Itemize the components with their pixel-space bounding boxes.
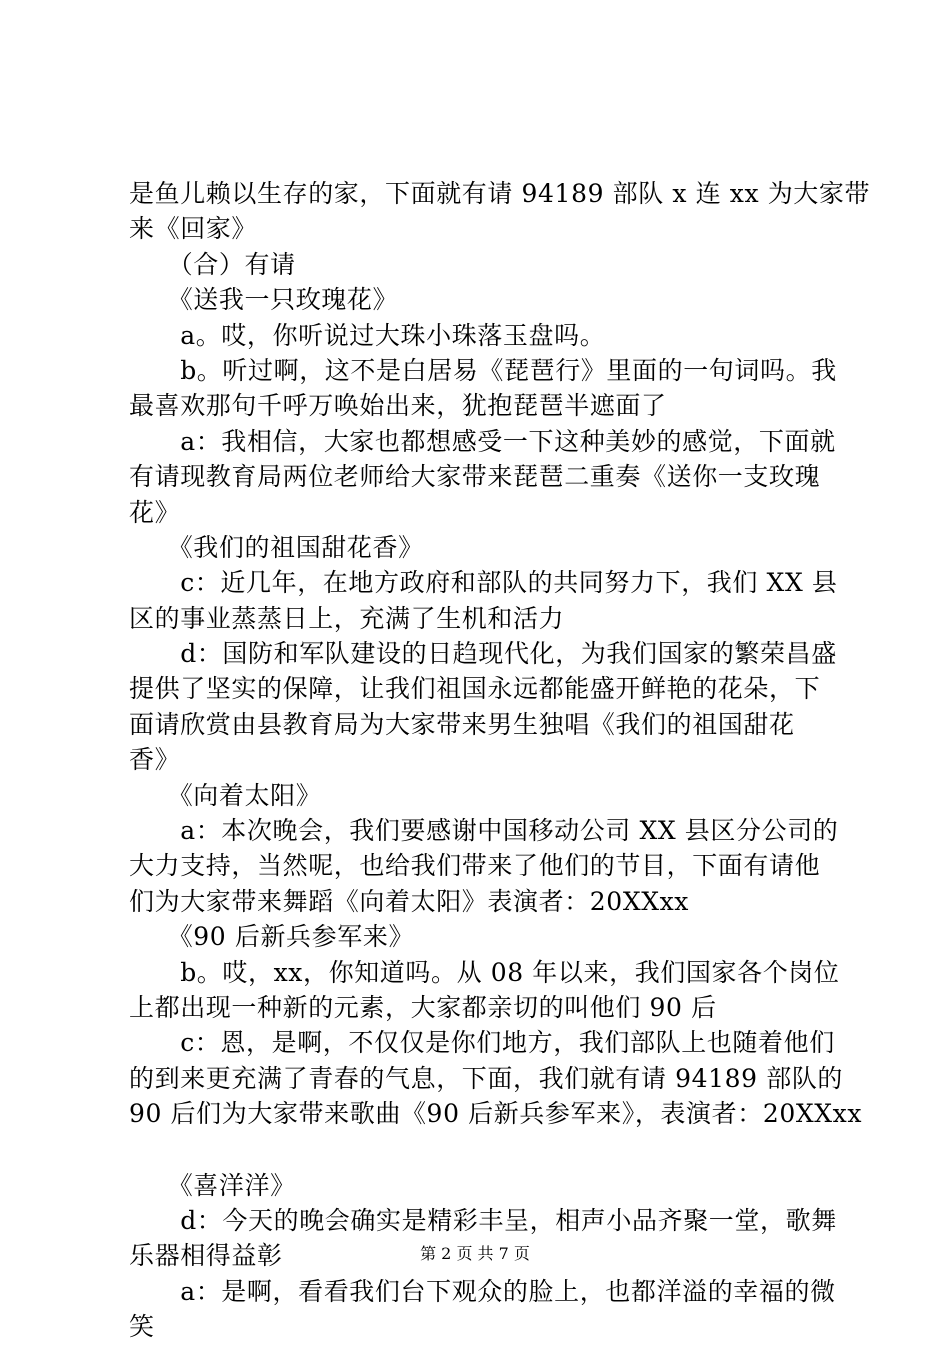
- text-line: a：本次晚会，我们要感谢中国移动公司 XX 县区分公司的: [129, 816, 839, 846]
- text-line: 的到来更充满了青春的气息，下面，我们就有请 94189 部队的: [129, 1063, 844, 1093]
- text-line: 提供了坚实的保障，让我们祖国永远都能盛开鲜艳的花朵，下: [129, 674, 821, 704]
- document-body: [129, 176, 871, 1345]
- text-line: 《喜洋洋》: [129, 1170, 296, 1200]
- text-line: a：是啊，看看我们台下观众的脸上，也都洋溢的幸福的微: [129, 1276, 836, 1306]
- text-line: 《90 后新兵参军来》: [129, 922, 415, 952]
- text-line: c：近几年，在地方政府和部队的共同努力下，我们 XX 县: [129, 568, 838, 598]
- text-line: 最喜欢那句千呼万唤始出来，犹抱琵琶半遮面了: [129, 391, 667, 421]
- text-line: c：恩，是啊，不仅仅是你们地方，我们部队上也随着他们: [129, 1028, 835, 1058]
- text-line: 上都出现一种新的元素，大家都亲切的叫他们 90 后: [129, 992, 717, 1022]
- text-line: 90 后们为大家带来歌曲《90 后新兵参军来》，表演者：20XXxx: [129, 1099, 863, 1129]
- text-line: 面请欣赏由县教育局为大家带来男生独唱《我们的祖国甜花: [129, 709, 795, 739]
- text-line: 香》: [129, 745, 181, 775]
- text-line: b。听过啊，这不是白居易《琵琶行》里面的一句词吗。我: [129, 355, 837, 385]
- text-line: d：国防和军队建设的日趋现代化，为我们国家的繁荣昌盛: [129, 639, 837, 669]
- text-line: b。哎，xx，你知道吗。从 08 年以来，我们国家各个岗位: [129, 957, 840, 987]
- blank-line: [129, 1132, 829, 1168]
- text-line: 《送我一只玫瑰花》: [129, 285, 399, 315]
- text-line: a。哎，你听说过大珠小珠落玉盘吗。: [129, 320, 606, 350]
- text-line: 大力支持，当然呢，也给我们带来了他们的节目，下面有请他: [129, 851, 821, 881]
- text-line: 有请现教育局两位老师给大家带来琵琶二重奏《送你一支玫瑰: [129, 462, 821, 492]
- text-line: 《我们的祖国甜花香》: [129, 532, 424, 562]
- text-line: 们为大家带来舞蹈《向着太阳》表演者：20XXxx: [129, 886, 690, 916]
- text-line: 乐器相得益彰: [129, 1241, 283, 1271]
- text-line: 《向着太阳》: [129, 780, 322, 810]
- text-line: 笑: [129, 1312, 155, 1342]
- text-line: 区的事业蒸蒸日上，充满了生机和活力: [129, 603, 565, 633]
- text-line: 来《回家》: [129, 214, 258, 244]
- text-line: 是鱼儿赖以生存的家，下面就有请 94189 部队 x 连 xx 为大家带: [129, 179, 871, 208]
- text-line: a：我相信，大家也都想感受一下这种美妙的感觉，下面就: [129, 426, 836, 456]
- text-line: （合）有请: [129, 249, 296, 279]
- page-footer: 第 2 页 共 7 页: [420, 1244, 530, 1263]
- text-line: d：今天的晚会确实是精彩丰呈，相声小品齐聚一堂，歌舞: [129, 1205, 837, 1235]
- text-line: 花》: [129, 497, 181, 527]
